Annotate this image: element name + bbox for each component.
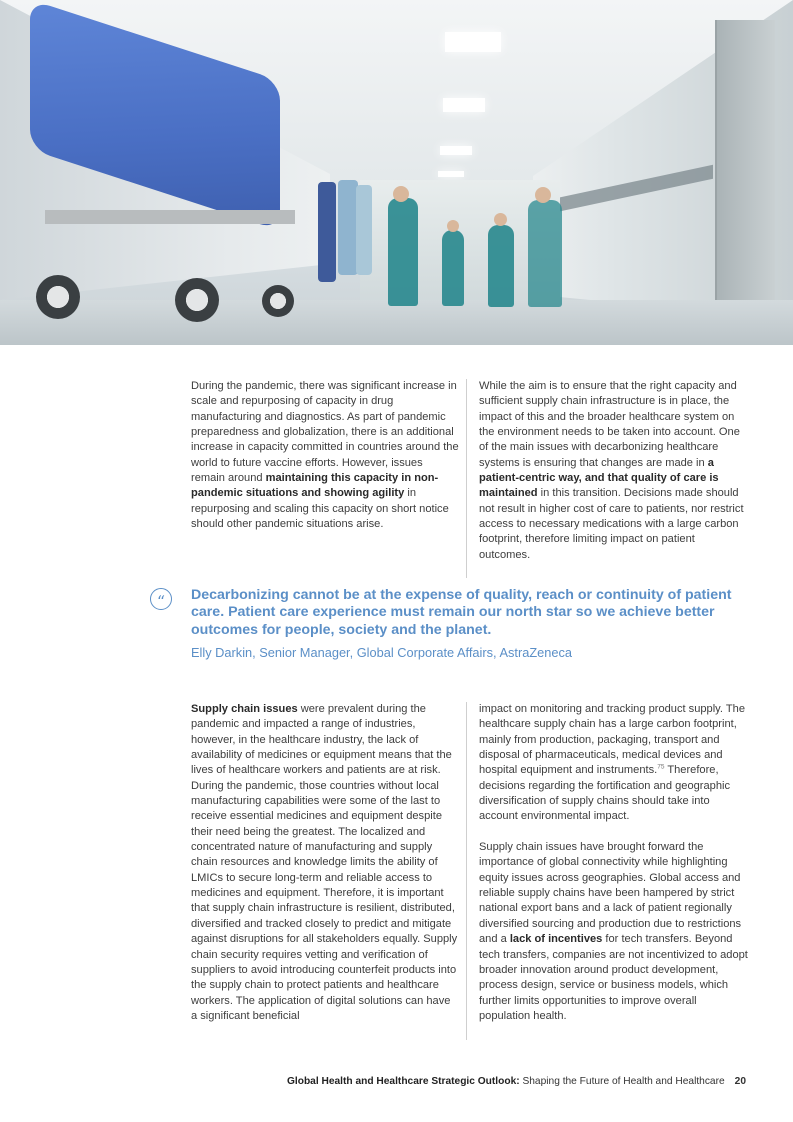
top-left-column — [191, 379, 459, 548]
staff-head — [393, 186, 409, 202]
text-run: During the pandemic, there was significant increase in scale and repurposing of capacity in drug manufacturing and diagnostics. As part of pandemic preparedness and globalization, there is an additional increase in capacity committed in countries around the world to future vaccine efforts. However, issues remain around — [191, 380, 459, 485]
hospital-bed — [20, 40, 290, 240]
footer-title: Global Health and Healthcare Strategic Outlook: — [286, 1076, 520, 1087]
text-run: maintaining this capacity in non-pandemic situations and showing agility — [191, 472, 439, 500]
staff-figure — [388, 198, 418, 306]
bottom-right-column — [466, 702, 748, 1040]
staff-figure — [488, 225, 514, 307]
quote-text: Decarbonizing cannot be at the expense of quality, reach or continuity of patient care. Patient care experience must remain our north star so we achieve better outcomes for people, society and the planet. — [191, 587, 732, 638]
staff-head — [447, 220, 459, 232]
text-run: Supply chain issues have brought forward the importance of global connectivity while highlighting equity issues across geographies. Global access and reliable supply chains have been hampered by strict national export bans and a lack of patient regionally diversified sourcing and production due to restrictions and a — [479, 841, 742, 946]
bed-wheel — [36, 275, 80, 319]
top-right-paragraph — [479, 379, 748, 563]
bottom-right-paragraph-1 — [479, 702, 748, 825]
bed-frame — [45, 210, 295, 224]
bed-wheel — [175, 278, 219, 322]
page-number: 20 — [734, 1076, 746, 1087]
text-run: a patient-centric way, and that quality of care is maintained — [479, 456, 719, 500]
staff-head — [494, 213, 507, 226]
staff-figure — [528, 200, 562, 307]
staff-figure — [442, 230, 464, 306]
text-run: in this transition. Decisions made should not result in higher cost of care to patients, nor restrict access to necessary medications with a large carbon footprint, therefore limiting impact on patient outcomes. — [479, 487, 744, 561]
text-run: in repurposing and scaling this capacity on short notice should other pandemic situations arise. — [191, 487, 449, 531]
hanging-gown — [338, 180, 358, 275]
bottom-left-column — [191, 702, 459, 1040]
footer-subtitle: Shaping the Future of Health and Healthcare — [519, 1076, 725, 1087]
page-footer — [287, 1076, 746, 1087]
text-run: While the aim is to ensure that the right capacity and sufficient supply chain infrastructure is in place, the impact of this and the broader healthcare system on the environment needs to be taken into account. One of the main issues with decarbonizing healthcare systems is ensuring that changes are made in — [479, 380, 740, 469]
text-run: lack of incentives — [509, 933, 603, 946]
ceiling-light — [438, 171, 464, 177]
ceiling-light — [445, 32, 501, 52]
text-run: 75 — [657, 763, 665, 771]
bed-wheel — [262, 285, 294, 317]
quote-mark-icon: “ — [150, 588, 172, 610]
text-run: impact on monitoring and tracking product supply. The healthcare supply chain has a large carbon footprint, mainly from production, packaging, transport and disposal of pharmaceuticals, medical devices and hospital equipment and instruments. — [479, 703, 745, 777]
text-run: were prevalent during the pandemic and impacted a range of industries, however, in the healthcare industry, the lack of availability of medicines or equipment means that the lives of healthcare workers and patients are at risk. During the pandemic, those countries without local manufacturing capabilities were some of the last to receive essential medicines and equipment despite their need being the greatest. The localized and concentrated nature of manufacturing and supply chain resources and knowledge limits the ability of LMICs to secure long-term and reliable access to medicines and equipment. Therefore, it is important that supply chain infrastructure is resilient, distributed, diversified and tracked closely to predict and mitigate against disruptions for all stakeholders equally. Supply chain security requires vetting and verification of suppliers to avoid introducing counterfeit products into the supply chain to protect patients and healthcare workers. The application of digital solutions can have a significant beneficial — [191, 703, 458, 1022]
bottom-right-paragraph-2 — [479, 840, 748, 1024]
hanging-gown — [356, 185, 372, 275]
hero-door — [715, 20, 775, 305]
quote-attribution: Elly Darkin, Senior Manager, Global Corporate Affairs, AstraZeneca — [191, 645, 573, 661]
top-right-column — [466, 379, 748, 578]
text-run: Supply chain issues — [191, 703, 298, 715]
ceiling-light — [443, 98, 485, 112]
text-run: Therefore, decisions regarding the fortification and geographic diversification of supply chains should take into account environmental impact. — [479, 764, 731, 823]
ceiling-light — [440, 146, 472, 155]
hanging-gown — [318, 182, 336, 282]
text-run: for tech transfers. Beyond tech transfers, companies are not incentivized to adopt broader innovation around product development, process design, service or business models, which further limits opportunities to improve overall population health. — [479, 933, 748, 1022]
bottom-left-paragraph — [191, 702, 459, 1024]
top-left-paragraph — [191, 379, 459, 532]
hero-floor — [0, 300, 793, 345]
hero-image-hospital-corridor — [0, 0, 793, 345]
pull-quote — [191, 587, 751, 661]
staff-head — [535, 187, 551, 203]
